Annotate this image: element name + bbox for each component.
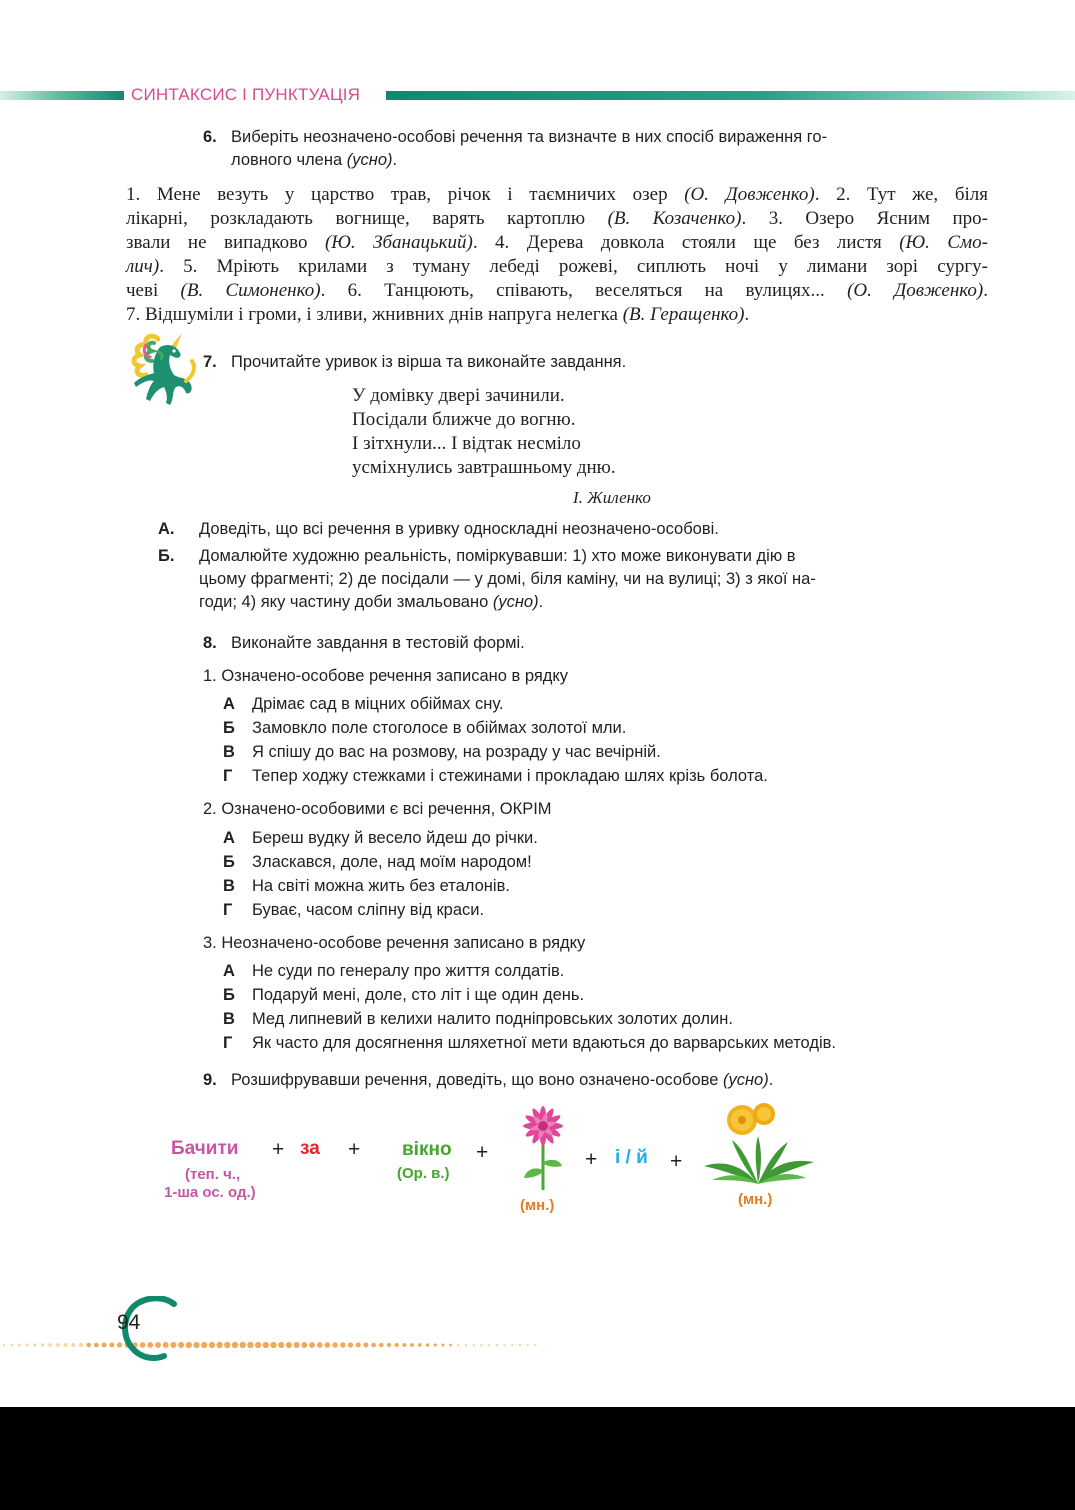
footer-dot <box>18 1344 21 1347</box>
section-header <box>0 84 1075 106</box>
task-text: Прочитайте уривок із вірша та виконайте завдання. <box>231 353 627 371</box>
footer-dot <box>503 1344 505 1346</box>
test-options-1 <box>223 693 963 789</box>
footer-dot <box>332 1342 338 1348</box>
exercise-6-text <box>126 183 988 327</box>
option-row: Г Як часто для досягнення шляхетної мети вдаються до варварських методів. <box>223 1034 837 1052</box>
footer-dot <box>317 1342 323 1348</box>
footer-dot <box>534 1344 536 1346</box>
aster-flower-icon <box>512 1100 574 1192</box>
text-line: лікарні, розкладають вогнище, варять картоплю (В. Козаченко). 3. Озеро Ясним про- <box>126 208 989 229</box>
task-number: 7. <box>203 353 217 371</box>
footer-dot <box>64 1343 68 1347</box>
footer-dot <box>240 1342 246 1348</box>
footer-dot <box>371 1343 376 1348</box>
option-row: Б Злаcкався, доле, над моїм народом! <box>223 853 532 871</box>
footer-dot <box>56 1343 60 1347</box>
footer-dot <box>426 1343 429 1346</box>
footer-dot <box>247 1342 253 1348</box>
footer-dot <box>33 1343 36 1346</box>
footer-dot <box>79 1343 83 1347</box>
footer-dot <box>395 1343 399 1347</box>
footer-dot <box>255 1342 261 1348</box>
poem <box>352 384 752 480</box>
rebus-note: 1-ша ос. од.) <box>164 1184 256 1201</box>
rebus-note: (теп. ч., <box>185 1166 241 1183</box>
item-text: Домалюйте художню реальність, поміркувавши: 1) хто може виконувати дію в цьому фрагменті; 2) де посідали — у домі, біля каміну, чи на вулиці; 3) з якої на- годи; 4) яку частину доби змальовано (усно). <box>199 547 816 611</box>
footer-dot <box>457 1344 460 1347</box>
footer-dot <box>209 1342 215 1348</box>
rebus-plus: + <box>585 1148 598 1171</box>
footer-dot <box>94 1343 99 1348</box>
option-row: А Не суди по генералу про життя солдатів. <box>223 962 565 980</box>
header-bar-left <box>0 91 124 100</box>
task-number: 8. <box>203 634 217 652</box>
footer-dot <box>41 1343 44 1346</box>
poem-line: У домівку двері зачинили. <box>352 385 565 406</box>
footer-dot <box>309 1342 315 1348</box>
rebus-word-za: за <box>300 1138 320 1159</box>
footer-dot <box>488 1344 490 1346</box>
task-text: Розшифрувавши речення, доведіть, що воно означено-особове (усно). <box>231 1071 774 1089</box>
rebus-note: (мн.) <box>738 1191 773 1208</box>
task-number: 6. <box>203 128 217 146</box>
task-6 <box>203 126 923 172</box>
poem-author: І. Жиленко <box>573 488 651 507</box>
option-row: Г Буває, часом сліпну від краси. <box>223 901 485 919</box>
rebus-plus: + <box>476 1141 489 1164</box>
task-text: Виберіть неозначено-особові речення та визначте в них спосіб вираження го- <box>231 128 828 146</box>
rebus-word-bachyty: Бачити <box>171 1138 239 1159</box>
footer-dot <box>263 1342 269 1348</box>
task-7-a <box>158 518 918 541</box>
section-title: СИНТАКСИС І ПУНКТУАЦІЯ <box>131 85 361 104</box>
poem-line: усміхнулись завтрашньому дню. <box>352 457 616 478</box>
text-line: 7. Відшуміли і громи, і зливи, жнивних днів напруга нелегка (В. Геращенко). <box>126 304 750 325</box>
rebus-note: (мн.) <box>520 1197 555 1214</box>
footer-dot <box>418 1343 422 1347</box>
item-label: Б. <box>158 547 175 565</box>
footer-dotted-line <box>0 1337 545 1353</box>
unicorn-icon <box>124 331 200 411</box>
rebus-word-i-y: і / й <box>615 1147 648 1168</box>
header-bar-right <box>386 91 1075 100</box>
footer-dot <box>301 1342 307 1348</box>
option-row: Б Замовкло поле стоголосе в обіймах золотої мли. <box>223 719 627 737</box>
item-label: А. <box>158 520 175 538</box>
footer-dot <box>473 1344 475 1346</box>
text-line: чеві (В. Симоненко). 6. Танцюють, співають, веселяться на вулицях... (О. Довженко). <box>126 280 988 301</box>
option-row: А Дрімає сад в міцних обіймах сну. <box>223 695 504 713</box>
footer-dot <box>410 1343 414 1347</box>
task-text-2: ловного члена (усно). <box>231 151 398 169</box>
footer-dot <box>519 1344 521 1346</box>
text-line: лич). 5. Мріють крилами з туману лебеді рожеві, сиплють ночі у лимани зорі сургу- <box>126 256 988 277</box>
footer-dot <box>441 1343 444 1346</box>
rebus-plus: + <box>272 1138 285 1161</box>
task-7-b <box>158 545 918 614</box>
option-row: В Мед липневий в келихи налито подніпровських золотих долин. <box>223 1010 733 1028</box>
footer-dot <box>278 1342 284 1348</box>
option-row: Б Подаруй мені, доле, сто літ і ще один день. <box>223 986 585 1004</box>
footer-dot <box>3 1344 5 1346</box>
footer-dot <box>71 1343 75 1347</box>
footer-dot <box>102 1343 107 1348</box>
footer-dot <box>48 1343 52 1347</box>
footer-dot <box>286 1342 292 1348</box>
poem-line: Посідали ближче до вогню. <box>352 409 576 430</box>
rebus-plus: + <box>670 1150 683 1173</box>
text-line: 1. Мене везуть у царство трав, річок і таємничих озер (О. Довженко). 2. Тут же, біля <box>126 184 988 205</box>
task-9 <box>203 1069 923 1092</box>
footer-dot <box>216 1342 222 1348</box>
footer-dot <box>387 1343 391 1347</box>
footer-dot <box>526 1344 528 1346</box>
test-question-3: 3. Неозначено-особове речення записано в рядку <box>203 934 586 952</box>
rebus-note: (Ор. в.) <box>397 1165 450 1182</box>
option-row: А Береш вудку й весело йдеш до річки. <box>223 829 538 847</box>
footer-dot <box>294 1342 300 1348</box>
test-options-3 <box>223 960 963 1056</box>
footer-dot <box>325 1342 331 1348</box>
footer-dot <box>224 1342 230 1348</box>
marigold-flower-icon <box>702 1100 816 1186</box>
text-line: звали не випадково (Ю. Збанацький). 4. Дерева довкола стояли ще без листя (Ю. Смо- <box>126 232 988 253</box>
footer-dot <box>480 1344 482 1346</box>
option-row: В На світі можна жить без еталонів. <box>223 877 510 895</box>
test-options-2 <box>223 827 963 923</box>
test-question-2: 2. Означено-особовими є всі речення, ОКРІМ <box>203 800 552 818</box>
footer-dot <box>340 1342 345 1347</box>
option-row: Г Тепер ходжу стежками і стежинами і прокладаю шлях крізь болота. <box>223 767 768 785</box>
footer-dot <box>356 1342 361 1347</box>
footer-dot <box>363 1343 368 1348</box>
option-row: В Я спішу до вас на розмову, на розраду у час вечірній. <box>223 743 661 761</box>
footer-dot <box>511 1344 513 1346</box>
footer-dot <box>26 1343 29 1346</box>
footer-dot <box>86 1343 91 1348</box>
footer-dot <box>193 1342 199 1348</box>
footer-dot <box>496 1344 498 1346</box>
task-text: Виконайте завдання в тестовій формі. <box>231 634 525 652</box>
task-8 <box>203 632 923 655</box>
footer-dot <box>109 1342 114 1347</box>
footer-dot <box>379 1343 384 1348</box>
footer-dot <box>348 1342 353 1347</box>
footer-dot <box>232 1342 238 1348</box>
item-text: Доведіть, що всі речення в уривку односкладні неозначено-особові. <box>199 520 719 538</box>
footer-dot <box>449 1344 452 1347</box>
page-number: 94 <box>117 1311 141 1334</box>
task-7 <box>203 351 923 374</box>
poem-line: І зітхнули... І відтак несміло <box>352 433 581 454</box>
rebus-word-vikno: вікно <box>402 1139 452 1160</box>
footer-dot <box>10 1344 13 1347</box>
task-number: 9. <box>203 1071 217 1089</box>
footer-dot <box>465 1344 467 1346</box>
footer-dot <box>434 1343 437 1346</box>
footer-dot <box>270 1342 276 1348</box>
footer-dot <box>201 1342 207 1348</box>
rebus-plus: + <box>348 1138 361 1161</box>
footer-dot <box>402 1343 406 1347</box>
test-question-1: 1. Означено-особове речення записано в рядку <box>203 667 569 685</box>
